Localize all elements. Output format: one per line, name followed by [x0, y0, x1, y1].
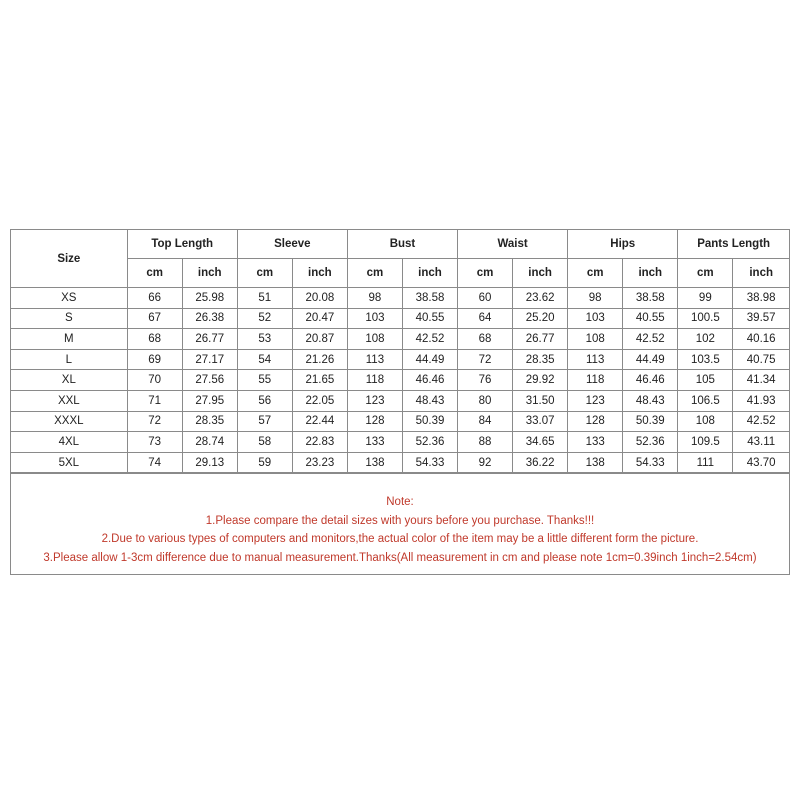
unit-header-cm: cm: [127, 259, 182, 288]
table-cell: 128: [568, 411, 623, 432]
table-cell: 43.70: [733, 452, 789, 473]
table-cell: 46.46: [402, 370, 457, 391]
table-cell: 40.75: [733, 349, 789, 370]
table-cell: 100.5: [678, 308, 733, 329]
table-cell: 33.07: [513, 411, 568, 432]
table-cell: 39.57: [733, 308, 789, 329]
table-cell: 40.55: [623, 308, 678, 329]
table-cell: 72: [458, 349, 513, 370]
table-cell: 72: [127, 411, 182, 432]
table-cell: 31.50: [513, 390, 568, 411]
table-cell: 40.55: [402, 308, 457, 329]
table-cell: 44.49: [623, 349, 678, 370]
table-cell: 54.33: [402, 452, 457, 473]
table-cell: 28.35: [513, 349, 568, 370]
table-cell: 133: [568, 432, 623, 453]
table-cell: 108: [678, 411, 733, 432]
table-row: [11, 411, 789, 432]
table-cell: 20.08: [292, 288, 347, 309]
table-cell: 41.34: [733, 370, 789, 391]
size-label-cell: 5XL: [11, 452, 127, 473]
table-cell: 138: [347, 452, 402, 473]
table-cell: 52.36: [623, 432, 678, 453]
table-cell: 25.20: [513, 308, 568, 329]
note-line-3: 3.Please allow 1-3cm difference due to manual measurement.Thanks(All measurement in cm and please note 1cm=0.39inch 1inch=2.54cm): [43, 551, 757, 564]
note-title: Note:: [386, 496, 414, 509]
table-row: [11, 308, 789, 329]
table-cell: 118: [568, 370, 623, 391]
table-cell: 50.39: [402, 411, 457, 432]
table-cell: 51: [237, 288, 292, 309]
table-body: [11, 288, 789, 473]
table-row: [11, 452, 789, 473]
unit-header-inch: inch: [733, 259, 789, 288]
table-cell: 42.52: [623, 329, 678, 350]
table-cell: 102: [678, 329, 733, 350]
size-label-cell: 4XL: [11, 432, 127, 453]
table-cell: 118: [347, 370, 402, 391]
table-cell: 20.47: [292, 308, 347, 329]
table-cell: 42.52: [733, 411, 789, 432]
unit-header-cm: cm: [678, 259, 733, 288]
table-cell: 50.39: [623, 411, 678, 432]
table-cell: 84: [458, 411, 513, 432]
size-label-cell: M: [11, 329, 127, 350]
table-cell: 44.49: [402, 349, 457, 370]
table-cell: 43.11: [733, 432, 789, 453]
table-cell: 55: [237, 370, 292, 391]
table-cell: 48.43: [623, 390, 678, 411]
group-header-top-length: Top Length: [127, 230, 237, 259]
table-cell: 27.56: [182, 370, 237, 391]
table-cell: 36.22: [513, 452, 568, 473]
table-cell: 108: [347, 329, 402, 350]
size-label-cell: XXL: [11, 390, 127, 411]
table-cell: 27.95: [182, 390, 237, 411]
table-cell: 71: [127, 390, 182, 411]
group-header-sleeve: Sleeve: [237, 230, 347, 259]
table-cell: 26.77: [513, 329, 568, 350]
table-cell: 21.26: [292, 349, 347, 370]
table-row: [11, 370, 789, 391]
unit-header-cm: cm: [458, 259, 513, 288]
table-cell: 48.43: [402, 390, 457, 411]
table-cell: 22.44: [292, 411, 347, 432]
table-cell: 123: [347, 390, 402, 411]
note-line-1: 1.Please compare the detail sizes with yours before you purchase. Thanks!!!: [205, 514, 595, 527]
table-cell: 23.23: [292, 452, 347, 473]
table-cell: 105: [678, 370, 733, 391]
table-cell: 56: [237, 390, 292, 411]
unit-header-inch: inch: [292, 259, 347, 288]
table-cell: 76: [458, 370, 513, 391]
table-cell: 103.5: [678, 349, 733, 370]
group-header-pants-length: Pants Length: [678, 230, 789, 259]
table-cell: 28.74: [182, 432, 237, 453]
table-cell: 88: [458, 432, 513, 453]
table-cell: 52.36: [402, 432, 457, 453]
table-cell: 69: [127, 349, 182, 370]
size-label-cell: XXXL: [11, 411, 127, 432]
table-cell: 26.77: [182, 329, 237, 350]
table-cell: 57: [237, 411, 292, 432]
table-cell: 53: [237, 329, 292, 350]
table-cell: 113: [568, 349, 623, 370]
table-row: [11, 432, 789, 453]
table-cell: 67: [127, 308, 182, 329]
table-cell: 74: [127, 452, 182, 473]
table-cell: 68: [127, 329, 182, 350]
table-cell: 113: [347, 349, 402, 370]
table-cell: 29.13: [182, 452, 237, 473]
table-cell: 123: [568, 390, 623, 411]
table-cell: 40.16: [733, 329, 789, 350]
unit-header-cm: cm: [237, 259, 292, 288]
table-cell: 25.98: [182, 288, 237, 309]
table-cell: 109.5: [678, 432, 733, 453]
size-label-cell: XS: [11, 288, 127, 309]
note-section: [11, 473, 789, 567]
unit-header-inch: inch: [513, 259, 568, 288]
table-header: [11, 230, 789, 288]
group-header-waist: Waist: [458, 230, 568, 259]
table-cell: 58: [237, 432, 292, 453]
header-unit-row: [11, 259, 789, 288]
table-row: [11, 329, 789, 350]
table-cell: 103: [568, 308, 623, 329]
table-cell: 64: [458, 308, 513, 329]
table-cell: 41.93: [733, 390, 789, 411]
table-cell: 66: [127, 288, 182, 309]
table-cell: 73: [127, 432, 182, 453]
table-cell: 46.46: [623, 370, 678, 391]
table-cell: 111: [678, 452, 733, 473]
table-cell: 103: [347, 308, 402, 329]
table-cell: 34.65: [513, 432, 568, 453]
table-cell: 68: [458, 329, 513, 350]
note-line-2: 2.Due to various types of computers and monitors,the actual color of the item may be a little different form the picture.: [101, 533, 699, 546]
size-label-cell: S: [11, 308, 127, 329]
unit-header-cm: cm: [568, 259, 623, 288]
table-cell: 22.83: [292, 432, 347, 453]
table-cell: 70: [127, 370, 182, 391]
group-header-bust: Bust: [347, 230, 457, 259]
table-cell: 23.62: [513, 288, 568, 309]
size-label-cell: L: [11, 349, 127, 370]
unit-header-inch: inch: [402, 259, 457, 288]
table-cell: 21.65: [292, 370, 347, 391]
size-label-cell: XL: [11, 370, 127, 391]
table-cell: 29.92: [513, 370, 568, 391]
unit-header-cm: cm: [347, 259, 402, 288]
table-cell: 27.17: [182, 349, 237, 370]
table-cell: 99: [678, 288, 733, 309]
table-cell: 80: [458, 390, 513, 411]
table-row: [11, 349, 789, 370]
table-cell: 38.58: [402, 288, 457, 309]
table-cell: 22.05: [292, 390, 347, 411]
table-cell: 28.35: [182, 411, 237, 432]
table-row: [11, 390, 789, 411]
table-row: [11, 288, 789, 309]
unit-header-inch: inch: [623, 259, 678, 288]
group-header-hips: Hips: [568, 230, 678, 259]
table-cell: 54: [237, 349, 292, 370]
size-column-header: Size: [11, 230, 127, 288]
size-chart: [10, 229, 790, 575]
unit-header-inch: inch: [182, 259, 237, 288]
table-cell: 92: [458, 452, 513, 473]
table-cell: 59: [237, 452, 292, 473]
table-cell: 26.38: [182, 308, 237, 329]
table-cell: 20.87: [292, 329, 347, 350]
table-cell: 42.52: [402, 329, 457, 350]
table-cell: 108: [568, 329, 623, 350]
table-cell: 133: [347, 432, 402, 453]
table-cell: 138: [568, 452, 623, 473]
table-cell: 54.33: [623, 452, 678, 473]
table-cell: 98: [568, 288, 623, 309]
table-cell: 106.5: [678, 390, 733, 411]
table-cell: 128: [347, 411, 402, 432]
table-cell: 38.98: [733, 288, 789, 309]
table-cell: 52: [237, 308, 292, 329]
table-cell: 60: [458, 288, 513, 309]
size-table: [11, 230, 789, 473]
table-cell: 98: [347, 288, 402, 309]
table-cell: 38.58: [623, 288, 678, 309]
header-group-row: [11, 230, 789, 259]
